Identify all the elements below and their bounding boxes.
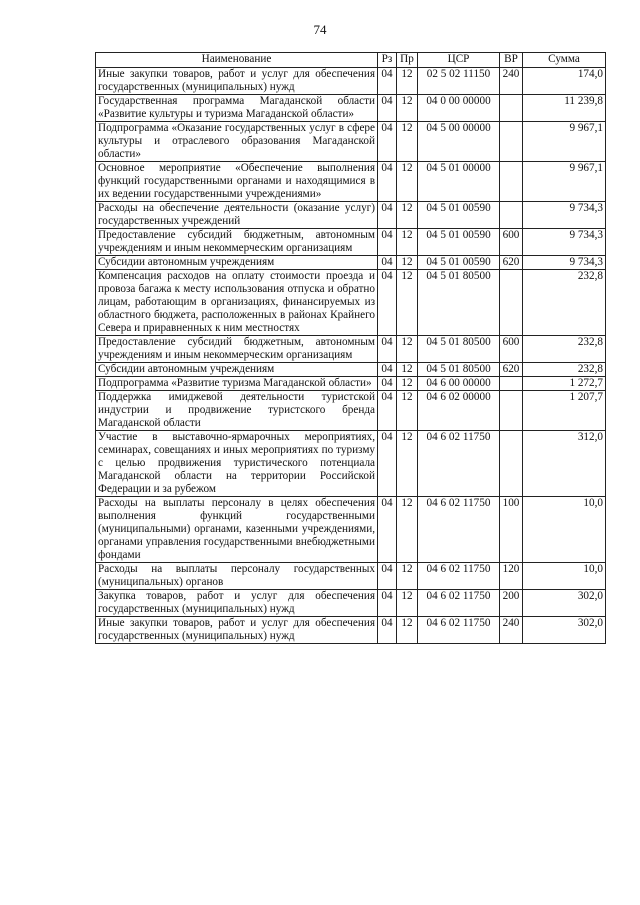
cell-rz: 04 (378, 256, 397, 270)
cell-sum: 174,0 (523, 68, 606, 95)
cell-name: Субсидии автономным учреждениям (96, 256, 378, 270)
table-row (96, 122, 606, 162)
table-row (96, 229, 606, 256)
cell-pr: 12 (397, 431, 418, 497)
header-vr: ВР (500, 53, 523, 68)
table-body (96, 68, 606, 644)
cell-pr: 12 (397, 563, 418, 590)
cell-vr: 620 (500, 256, 523, 270)
header-rz: Рз (378, 53, 397, 68)
cell-rz: 04 (378, 391, 397, 431)
cell-name: Компенсация расходов на оплату стоимости проезда и провоза багажа к месту использования отпуска и обратно лицам, работающим в организациях, финансируемых из областного бюджета, расположенных в районах Крайнего Севера и приравненных к ним местностях (96, 270, 378, 336)
cell-pr: 12 (397, 497, 418, 563)
cell-csr: 04 6 02 11750 (418, 617, 500, 644)
cell-vr (500, 202, 523, 229)
cell-rz: 04 (378, 270, 397, 336)
cell-vr: 200 (500, 590, 523, 617)
cell-vr (500, 431, 523, 497)
cell-sum: 10,0 (523, 497, 606, 563)
cell-rz: 04 (378, 202, 397, 229)
table-row (96, 256, 606, 270)
cell-name: Расходы на выплаты персоналу государственных (муниципальных) органов (96, 563, 378, 590)
cell-name: Расходы на обеспечение деятельности (оказание услуг) государственных учреждений (96, 202, 378, 229)
cell-pr: 12 (397, 270, 418, 336)
cell-vr (500, 377, 523, 391)
cell-rz: 04 (378, 95, 397, 122)
cell-sum: 232,8 (523, 270, 606, 336)
cell-pr: 12 (397, 391, 418, 431)
cell-vr: 240 (500, 68, 523, 95)
table-row (96, 202, 606, 229)
cell-rz: 04 (378, 363, 397, 377)
cell-rz: 04 (378, 68, 397, 95)
cell-sum: 302,0 (523, 590, 606, 617)
table-row (96, 391, 606, 431)
table-row (96, 336, 606, 363)
budget-table (95, 52, 606, 644)
cell-csr: 04 5 00 00000 (418, 122, 500, 162)
cell-sum: 10,0 (523, 563, 606, 590)
table-row (96, 590, 606, 617)
cell-sum: 1 272,7 (523, 377, 606, 391)
cell-sum: 9 967,1 (523, 162, 606, 202)
table-row (96, 617, 606, 644)
cell-name: Субсидии автономным учреждениям (96, 363, 378, 377)
header-name: Наименование (96, 53, 378, 68)
cell-vr (500, 391, 523, 431)
cell-rz: 04 (378, 336, 397, 363)
cell-csr: 02 5 02 11150 (418, 68, 500, 95)
cell-rz: 04 (378, 122, 397, 162)
cell-rz: 04 (378, 162, 397, 202)
cell-csr: 04 5 01 00590 (418, 229, 500, 256)
cell-csr: 04 6 02 00000 (418, 391, 500, 431)
cell-sum: 302,0 (523, 617, 606, 644)
cell-csr: 04 5 01 00590 (418, 256, 500, 270)
cell-name: Подпрограмма «Оказание государственных услуг в сфере культуры и отраслевого образования Магаданской области» (96, 122, 378, 162)
cell-csr: 04 6 02 11750 (418, 563, 500, 590)
cell-pr: 12 (397, 256, 418, 270)
table-row (96, 162, 606, 202)
cell-name: Подпрограмма «Развитие туризма Магаданской области» (96, 377, 378, 391)
cell-rz: 04 (378, 431, 397, 497)
cell-name: Расходы на выплаты персоналу в целях обеспечения выполнения функций государственными (муниципальными) органами, казенными учреждениями, органами управления государственными внебюджетными фондами (96, 497, 378, 563)
cell-csr: 04 5 01 00000 (418, 162, 500, 202)
cell-vr: 620 (500, 363, 523, 377)
cell-pr: 12 (397, 336, 418, 363)
cell-sum: 9 967,1 (523, 122, 606, 162)
cell-vr (500, 122, 523, 162)
cell-rz: 04 (378, 377, 397, 391)
cell-rz: 04 (378, 229, 397, 256)
cell-name: Государственная программа Магаданской области «Развитие культуры и туризма Магаданской области» (96, 95, 378, 122)
cell-pr: 12 (397, 95, 418, 122)
cell-sum: 9 734,3 (523, 202, 606, 229)
cell-csr: 04 6 02 11750 (418, 497, 500, 563)
cell-csr: 04 0 00 00000 (418, 95, 500, 122)
cell-pr: 12 (397, 122, 418, 162)
header-sum: Сумма (523, 53, 606, 68)
table-row (96, 377, 606, 391)
cell-vr: 600 (500, 229, 523, 256)
page-number: 74 (313, 22, 327, 37)
table-row (96, 431, 606, 497)
cell-csr: 04 6 00 00000 (418, 377, 500, 391)
cell-pr: 12 (397, 377, 418, 391)
header-pr: Пр (397, 53, 418, 68)
cell-vr: 600 (500, 336, 523, 363)
cell-sum: 11 239,8 (523, 95, 606, 122)
cell-name: Основное мероприятие «Обеспечение выполнения функций государственными органами и находящимися в их ведении государственными учреждениями» (96, 162, 378, 202)
cell-sum: 232,8 (523, 336, 606, 363)
cell-csr: 04 6 02 11750 (418, 431, 500, 497)
cell-pr: 12 (397, 162, 418, 202)
cell-name: Поддержка имиджевой деятельности туристской индустрии и продвижение туристского бренда Магаданской области (96, 391, 378, 431)
cell-name: Иные закупки товаров, работ и услуг для обеспечения государственных (муниципальных) нужд (96, 68, 378, 95)
table-row (96, 563, 606, 590)
cell-csr: 04 5 01 80500 (418, 336, 500, 363)
cell-sum: 9 734,3 (523, 229, 606, 256)
cell-sum: 312,0 (523, 431, 606, 497)
table-header-row (96, 53, 606, 68)
cell-vr: 240 (500, 617, 523, 644)
cell-csr: 04 5 01 00590 (418, 202, 500, 229)
cell-name: Закупка товаров, работ и услуг для обеспечения государственных (муниципальных) нужд (96, 590, 378, 617)
cell-name: Участие в выставочно-ярмарочных мероприятиях, семинарах, совещаниях и иных мероприятиях по туризму с целью продвижения туристического потенциала Магаданской области на территории Российской Федерации и за рубежом (96, 431, 378, 497)
cell-vr: 120 (500, 563, 523, 590)
cell-pr: 12 (397, 617, 418, 644)
cell-pr: 12 (397, 229, 418, 256)
cell-sum: 232,8 (523, 363, 606, 377)
cell-csr: 04 6 02 11750 (418, 590, 500, 617)
cell-pr: 12 (397, 202, 418, 229)
table-row (96, 497, 606, 563)
cell-rz: 04 (378, 617, 397, 644)
cell-vr: 100 (500, 497, 523, 563)
cell-sum: 9 734,3 (523, 256, 606, 270)
cell-name: Предоставление субсидий бюджетным, автономным учреждениям и иным некоммерческим организациям (96, 336, 378, 363)
table-row (96, 270, 606, 336)
cell-pr: 12 (397, 590, 418, 617)
cell-csr: 04 5 01 80500 (418, 363, 500, 377)
cell-vr (500, 162, 523, 202)
header-csr: ЦСР (418, 53, 500, 68)
cell-vr (500, 270, 523, 336)
table-row (96, 95, 606, 122)
cell-pr: 12 (397, 68, 418, 95)
table-row (96, 68, 606, 95)
cell-name: Предоставление субсидий бюджетным, автономным учреждениям и иным некоммерческим организациям (96, 229, 378, 256)
table-row (96, 363, 606, 377)
cell-vr (500, 95, 523, 122)
cell-name: Иные закупки товаров, работ и услуг для обеспечения государственных (муниципальных) нужд (96, 617, 378, 644)
cell-rz: 04 (378, 590, 397, 617)
cell-pr: 12 (397, 363, 418, 377)
cell-csr: 04 5 01 80500 (418, 270, 500, 336)
cell-sum: 1 207,7 (523, 391, 606, 431)
cell-rz: 04 (378, 563, 397, 590)
cell-rz: 04 (378, 497, 397, 563)
